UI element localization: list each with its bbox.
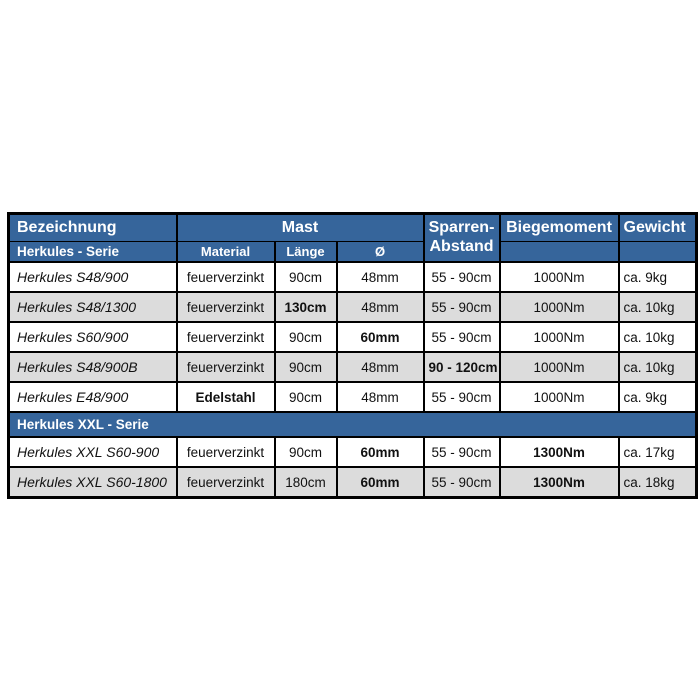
- cell-laenge: 90cm: [275, 322, 337, 352]
- cell-biegemoment: 1000Nm: [500, 292, 619, 322]
- cell-durchmesser: 48mm: [337, 352, 424, 382]
- cell-name: Herkules E48/900: [9, 382, 177, 412]
- cell-name: Herkules S48/900: [9, 262, 177, 292]
- cell-gewicht: ca. 9kg: [619, 262, 697, 292]
- biegemoment-subheader-empty: [500, 242, 619, 263]
- table-row: [9, 437, 697, 467]
- cell-sparren: 90 - 120cm: [424, 352, 500, 382]
- table-row: [9, 382, 697, 412]
- cell-biegemoment: 1300Nm: [500, 437, 619, 467]
- cell-sparren: 55 - 90cm: [424, 292, 500, 322]
- table-row: [9, 322, 697, 352]
- cell-name: Herkules XXL S60-1800: [9, 467, 177, 498]
- sparren-line-1: Sparren-: [428, 219, 495, 237]
- cell-durchmesser: 60mm: [337, 467, 424, 498]
- col-header-durchmesser: Ø: [337, 242, 424, 263]
- section-header-herkules-xxl-serie: Herkules XXL - Serie: [9, 412, 697, 437]
- cell-laenge: 180cm: [275, 467, 337, 498]
- cell-material: feuerverzinkt: [177, 352, 275, 382]
- col-header-material: Material: [177, 242, 275, 263]
- cell-sparren: 55 - 90cm: [424, 382, 500, 412]
- cell-durchmesser: 48mm: [337, 292, 424, 322]
- cell-sparren: 55 - 90cm: [424, 437, 500, 467]
- cell-material: Edelstahl: [177, 382, 275, 412]
- gewicht-subheader-empty: [619, 242, 697, 263]
- table-row: [9, 352, 697, 382]
- cell-gewicht: ca. 17kg: [619, 437, 697, 467]
- col-header-sparren-abstand: [424, 214, 500, 263]
- cell-laenge: 90cm: [275, 437, 337, 467]
- cell-biegemoment: 1300Nm: [500, 467, 619, 498]
- cell-durchmesser: 48mm: [337, 382, 424, 412]
- section-header-row: [9, 412, 697, 437]
- cell-biegemoment: 1000Nm: [500, 352, 619, 382]
- cell-gewicht: ca. 9kg: [619, 382, 697, 412]
- cell-laenge: 90cm: [275, 352, 337, 382]
- cell-durchmesser: 48mm: [337, 262, 424, 292]
- cell-laenge: 90cm: [275, 382, 337, 412]
- table-row: [9, 467, 697, 498]
- header-row-1: [9, 214, 697, 242]
- table-row: [9, 292, 697, 322]
- cell-name: Herkules S48/1300: [9, 292, 177, 322]
- cell-material: feuerverzinkt: [177, 322, 275, 352]
- cell-name: Herkules XXL S60-900: [9, 437, 177, 467]
- cell-material: feuerverzinkt: [177, 292, 275, 322]
- col-header-laenge: Länge: [275, 242, 337, 263]
- cell-durchmesser: 60mm: [337, 322, 424, 352]
- cell-name: Herkules S60/900: [9, 322, 177, 352]
- cell-gewicht: ca. 10kg: [619, 292, 697, 322]
- cell-gewicht: ca. 10kg: [619, 352, 697, 382]
- cell-material: feuerverzinkt: [177, 467, 275, 498]
- cell-biegemoment: 1000Nm: [500, 322, 619, 352]
- product-spec-table: [7, 212, 698, 499]
- cell-laenge: 90cm: [275, 262, 337, 292]
- cell-sparren: 55 - 90cm: [424, 467, 500, 498]
- cell-gewicht: ca. 18kg: [619, 467, 697, 498]
- cell-biegemoment: 1000Nm: [500, 382, 619, 412]
- section-header-herkules-serie: Herkules - Serie: [9, 242, 177, 263]
- col-header-biegemoment: Biegemoment: [500, 214, 619, 242]
- cell-laenge: 130cm: [275, 292, 337, 322]
- table-row: [9, 262, 697, 292]
- col-header-bezeichnung: Bezeichnung: [9, 214, 177, 242]
- cell-durchmesser: 60mm: [337, 437, 424, 467]
- cell-sparren: 55 - 90cm: [424, 262, 500, 292]
- cell-material: feuerverzinkt: [177, 437, 275, 467]
- cell-name: Herkules S48/900B: [9, 352, 177, 382]
- cell-sparren: 55 - 90cm: [424, 322, 500, 352]
- col-header-mast: Mast: [177, 214, 424, 242]
- cell-material: feuerverzinkt: [177, 262, 275, 292]
- cell-biegemoment: 1000Nm: [500, 262, 619, 292]
- sparren-line-2: Abstand: [429, 238, 494, 255]
- cell-gewicht: ca. 10kg: [619, 322, 697, 352]
- header-row-2: [9, 242, 697, 263]
- col-header-gewicht: Gewicht: [619, 214, 697, 242]
